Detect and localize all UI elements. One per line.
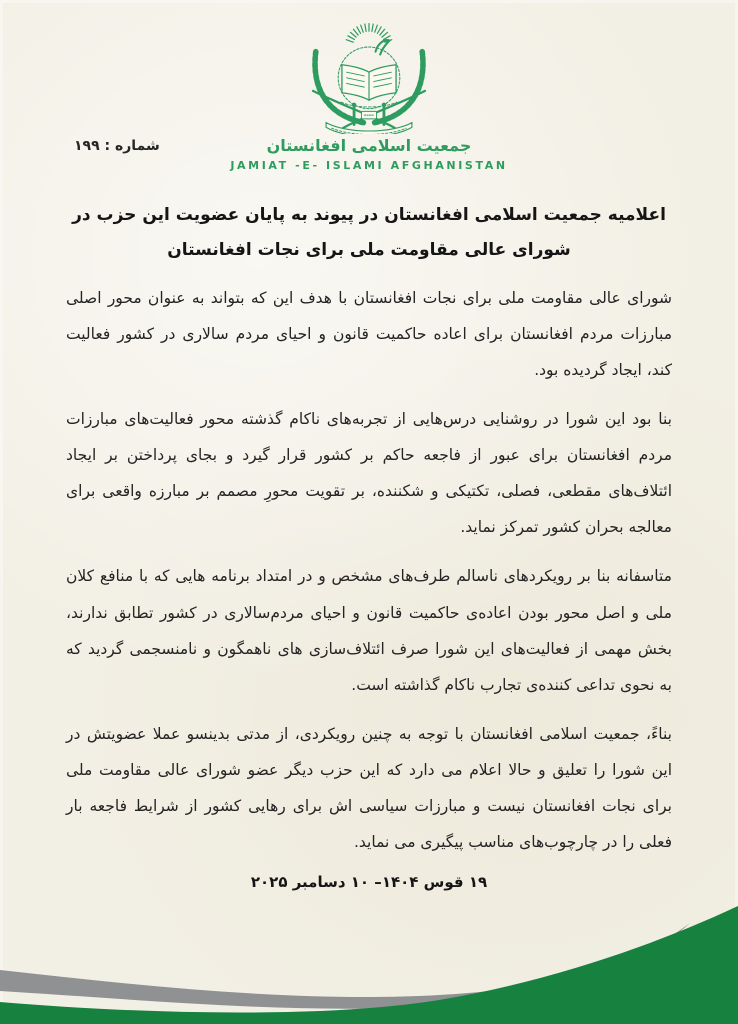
emblem-date-tablet — [362, 111, 377, 118]
emblem-calligraphy — [376, 40, 390, 54]
org-name-farsi: جمعیت اسلامی افغانستان — [266, 136, 472, 155]
date-line: ۱۹ قوس ۱۴۰۴– ۱۰ دسامبر ۲۰۲۵ — [250, 873, 488, 892]
emblem-ribbon — [326, 123, 412, 134]
jamiat-emblem-icon — [285, 16, 453, 134]
statement-title: اعلامیه جمعیت اسلامی افغانستان در پیوند به پایان عضویت این حزب در شورای عالی مقاومت ملی برای نجات افغانستان — [72, 205, 666, 260]
paragraph-4: بناءً، جمعیت اسلامی افغانستان با توجه به چنین رویکردی، از مدتی بدینسو عملا عضویتش در این شورا را تعلیق و حالا اعلام می دارد که این حزب دیگر عضو شورای عالی مقاومت ملی برای نجات افغانستان نیست و مبارزات سیاسی اش برای رهایی کشور از شرایط فاجعه بار فعلی را در چارچوب‌های مناسب پیگیری می نماید. — [66, 724, 672, 852]
reference-number: شماره : ۱۹۹ — [74, 138, 160, 154]
paragraph-1: شورای عالی مقاومت ملی برای نجات افغانستان با هدف این که بتواند به عنوان محور اصلی مبارزات مردم افغانستان برای اعاده حاکمیت قانون و احیای مردم سالاری در کشور فعالیت کند، ایجاد گردیده بود. — [66, 288, 672, 379]
green-wave-swoosh-icon — [0, 900, 738, 1024]
paragraph-3: متاسفانه بنا بر رویکردهای ناسالم طرف‌های مشخص و در امتداد برنامه هایی که با منافع کلان ملی و اصل محور بودن اعاده‌ی حاکمیت قانون و احیای مردم‌سالاری در کشور تطابق ندارند، بخش مهمی از فعالیت‌های این شورا صرف ائتلاف‌سازی های ناهمگون و نامنسجمی گردید که به نحوی تداعی کننده‌ی تجارب ناکام گذاشته است. — [66, 567, 672, 694]
statement-body — [0, 198, 738, 891]
emblem-open-book — [342, 65, 396, 100]
org-name-english: JAMIAT -E- ISLAMI AFGHANISTAN — [230, 159, 508, 172]
paragraph-2: بنا بود این شورا در روشنایی درس‌هایی از تجربه‌های ناکام گذشته محور فعالیت‌های مبارزات مردم افغانستان برای عبور از فاجعه حاکم بر کشور قرار گیرد و بجای پرداختن بر ایجاد ائتلاف‌های مقطعی، فصلی، تکتیکی و شکننده، بر تقویت محورِ مصمم بر مبارزه واقعی برای معالجه بحران کشور تمرکز نماید. — [66, 410, 672, 537]
